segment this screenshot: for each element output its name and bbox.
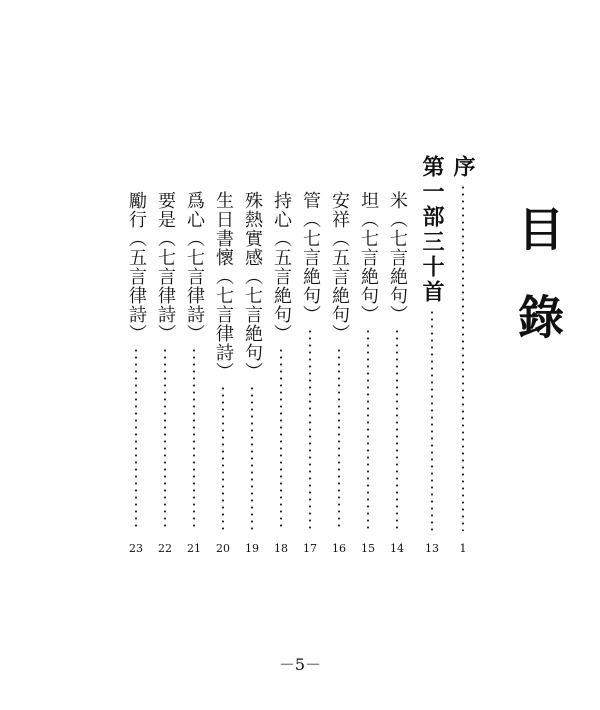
page-footer: －5－	[278, 655, 322, 674]
toc-entry[interactable]	[269, 155, 293, 531]
toc-entry-label: 生日書懷（七言律詩）	[213, 191, 234, 381]
toc-entry[interactable]	[298, 155, 322, 531]
leader-dots	[309, 328, 311, 531]
page-number: 13	[425, 542, 439, 555]
page-number: 15	[361, 542, 375, 555]
page-number: 16	[332, 542, 346, 555]
toc-entry-label: 殊熱實感（七言絶句）	[242, 191, 263, 381]
page-number: 14	[390, 542, 404, 555]
toc-entry[interactable]	[211, 155, 235, 531]
toc-entry-label: 序	[450, 155, 476, 180]
leader-dots	[338, 347, 340, 531]
page-number: 19	[245, 542, 259, 555]
page-number: 23	[129, 542, 143, 555]
toc-entry-label: 管（七言絶句）	[300, 191, 321, 324]
toc-entry[interactable]	[327, 155, 351, 531]
toc-entry[interactable]	[356, 155, 380, 531]
leader-dots	[431, 309, 433, 531]
toc-entry-label: 持心（五言絶句）	[271, 191, 292, 343]
toc-entry-label: 第一部三十首	[419, 155, 445, 305]
leader-dots	[222, 385, 224, 531]
leader-dots	[193, 347, 195, 531]
toc-entry[interactable]	[124, 155, 148, 531]
toc-entry-label: 要是（七言律詩）	[155, 191, 176, 343]
toc-entry-label: 勵行（五言律詩）	[126, 191, 147, 343]
page-number: 1	[459, 542, 467, 555]
toc-title: 目錄	[511, 205, 565, 381]
toc-entry[interactable]	[385, 155, 409, 531]
leader-dots	[396, 328, 398, 531]
page-number: 20	[216, 542, 230, 555]
toc-entry[interactable]	[182, 155, 206, 531]
leader-dots	[367, 328, 369, 531]
leader-dots	[251, 385, 253, 531]
leader-dots	[280, 347, 282, 531]
toc-entry-label: 安祥（五言絶句）	[329, 191, 350, 343]
toc-entry-label: 坦（七言絶句）	[358, 191, 379, 324]
page-number: 22	[158, 542, 172, 555]
toc-entry-part-one[interactable]	[420, 155, 444, 531]
leader-dots	[462, 184, 464, 531]
toc-entry-label: 米（七言絶句）	[387, 191, 408, 324]
leader-dots	[135, 347, 137, 531]
toc-entry[interactable]	[153, 155, 177, 531]
leader-dots	[164, 347, 166, 531]
page-number: 17	[303, 542, 317, 555]
toc-entry-label: 爲心（七言律詩）	[184, 191, 205, 343]
toc-entry[interactable]	[240, 155, 264, 531]
toc-entry-preface[interactable]	[451, 155, 475, 531]
page-number: 18	[274, 542, 288, 555]
page-number: 21	[187, 542, 201, 555]
